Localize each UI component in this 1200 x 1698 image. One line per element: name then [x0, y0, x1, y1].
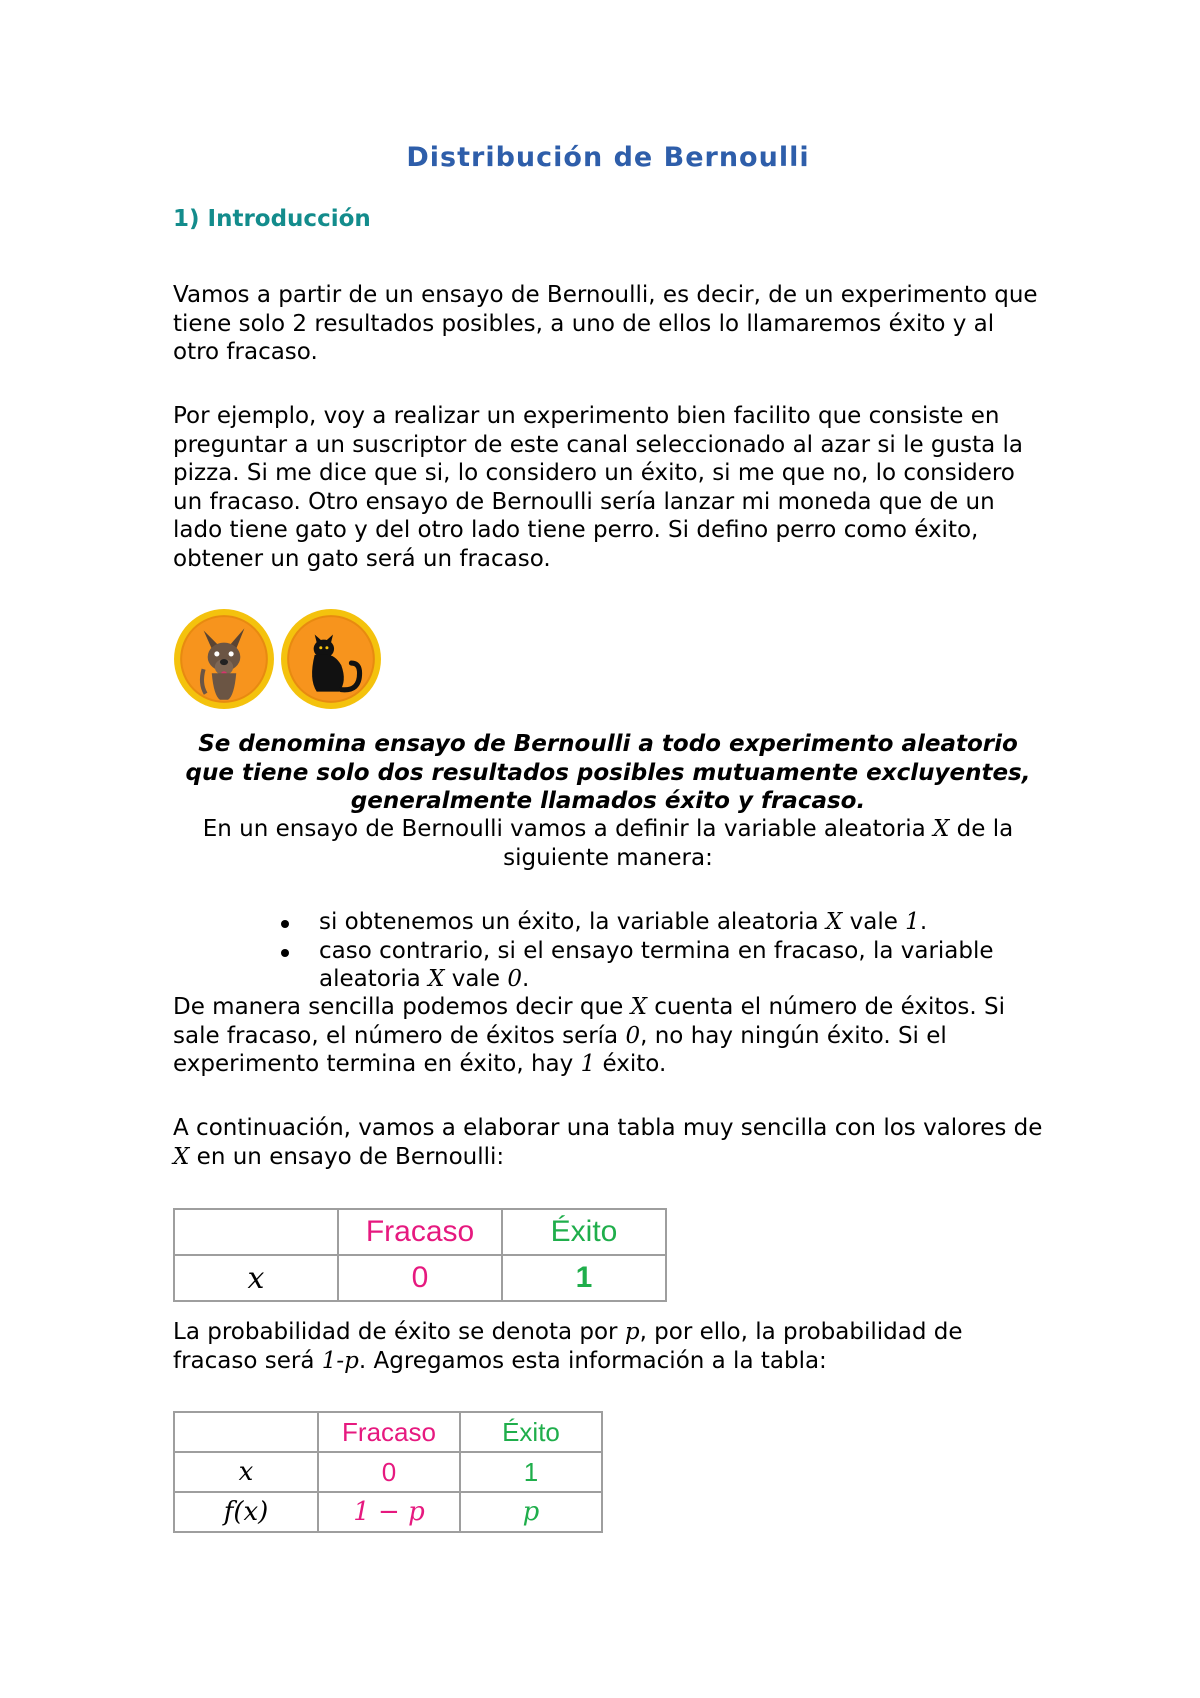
text-span: en un ensayo de Bernoulli:	[189, 1143, 505, 1170]
text-span: La probabilidad de éxito se denota por	[173, 1319, 625, 1345]
variable-x: X	[428, 966, 445, 992]
bullet-text: si obtenemos un éxito, la variable aleatoria	[319, 909, 826, 935]
row-label-fx: f(x)	[174, 1492, 318, 1532]
list-item	[173, 908, 1043, 937]
text-span: , no hay ningún éxito. Si el experimento termina en éxito, hay	[173, 1022, 947, 1077]
values-table	[173, 1208, 667, 1302]
definition-text: Se denomina ensayo de Bernoulli a todo experimento aleatorio que tiene solo dos resultados posibles mutuamente excluyentes, generalmente llamados éxito y fracaso.	[185, 731, 1031, 814]
value-exito: 1	[460, 1452, 602, 1492]
table-row	[174, 1255, 666, 1301]
paragraph-5	[173, 1318, 1043, 1375]
paragraph-2: Por ejemplo, voy a realizar un experimento bien facilito que consiste en preguntar a un suscriptor de este canal seleccionado al azar si le gusta la pizza. Si me dice que si, lo considero un éxito, si me que no, lo considero un fracaso. Otro ensayo de Bernoulli sería lanzar mi moneda que de un lado tiene gato y del otro lado tiene perro. Si defino perro como éxito, obtener un gato será un fracaso.	[173, 403, 1023, 572]
text-span: cuenta el número de éxitos. Si sale fracaso, el número de éxitos sería	[173, 994, 1006, 1049]
expression-1-minus-p: 1-p	[321, 1347, 359, 1374]
text-span: A continuación, vamos a elaborar una tabla muy sencilla con los valores de	[173, 1115, 1043, 1141]
bullet-text: vale	[842, 909, 906, 935]
text-span: . Agregamos esta información a la tabla:	[358, 1347, 827, 1374]
value-one: 1	[580, 1051, 596, 1077]
value-zero: 0	[625, 1022, 641, 1049]
variable-intro-after: de la siguiente manera:	[503, 816, 1014, 871]
variable-x: X	[173, 1143, 190, 1170]
bullet-list	[173, 908, 1043, 994]
table-row	[174, 1492, 602, 1532]
text-span: , por ello, la probabilidad de fracaso será	[173, 1319, 963, 1374]
text-span: De manera sencilla podemos decir que	[173, 994, 631, 1020]
bullet-icon	[281, 920, 289, 928]
probability-table	[173, 1411, 603, 1533]
paragraph-3	[173, 993, 1043, 1079]
table-cell-empty	[174, 1412, 318, 1452]
section-heading: 1) Introducción	[173, 206, 371, 232]
table-header-row	[174, 1209, 666, 1255]
variable-intro-before: En un ensayo de Bernoulli vamos a definir la variable aleatoria	[202, 816, 933, 842]
value-exito: 1	[502, 1255, 666, 1301]
coin-images	[173, 608, 393, 710]
header-exito: Éxito	[502, 1209, 666, 1255]
row-label-x: x	[174, 1255, 338, 1301]
prob-fracaso: 1 − p	[318, 1492, 460, 1532]
header-fracaso: Fracaso	[338, 1209, 502, 1255]
dog-coin-icon	[173, 608, 275, 710]
row-label-x: x	[174, 1452, 318, 1492]
bullet-text: .	[521, 966, 530, 992]
table-row	[174, 1452, 602, 1492]
variable-p: p	[624, 1319, 640, 1345]
text-span: éxito.	[595, 1051, 667, 1077]
paragraph-1: Vamos a partir de un ensayo de Bernoulli, es decir, de un experimento que tiene solo 2 resultados posibles, a uno de ellos lo llamaremos éxito y al otro fracaso.	[173, 282, 1038, 365]
table-cell-empty	[174, 1209, 338, 1255]
value-fracaso: 0	[338, 1255, 502, 1301]
document-title: Distribución de Bernoulli	[406, 142, 810, 173]
bullet-text: vale	[444, 966, 508, 992]
list-item	[173, 937, 1043, 994]
variable-x: X	[825, 909, 843, 935]
variable-intro	[173, 815, 1043, 872]
bullet-text: .	[919, 909, 928, 935]
header-fracaso: Fracaso	[318, 1412, 460, 1452]
bullet-value: 0	[507, 966, 522, 992]
variable-x: X	[933, 816, 950, 842]
cat-coin-icon	[280, 608, 382, 710]
bullet-value: 1	[905, 909, 920, 935]
paragraph-4	[173, 1114, 1043, 1171]
value-fracaso: 0	[318, 1452, 460, 1492]
header-exito: Éxito	[460, 1412, 602, 1452]
table-header-row	[174, 1412, 602, 1452]
bullet-icon	[281, 949, 289, 957]
prob-exito: p	[460, 1492, 602, 1532]
variable-x: X	[630, 994, 647, 1020]
bullet-text: caso contrario, si el ensayo termina en fracaso, la variable aleatoria	[319, 937, 994, 992]
